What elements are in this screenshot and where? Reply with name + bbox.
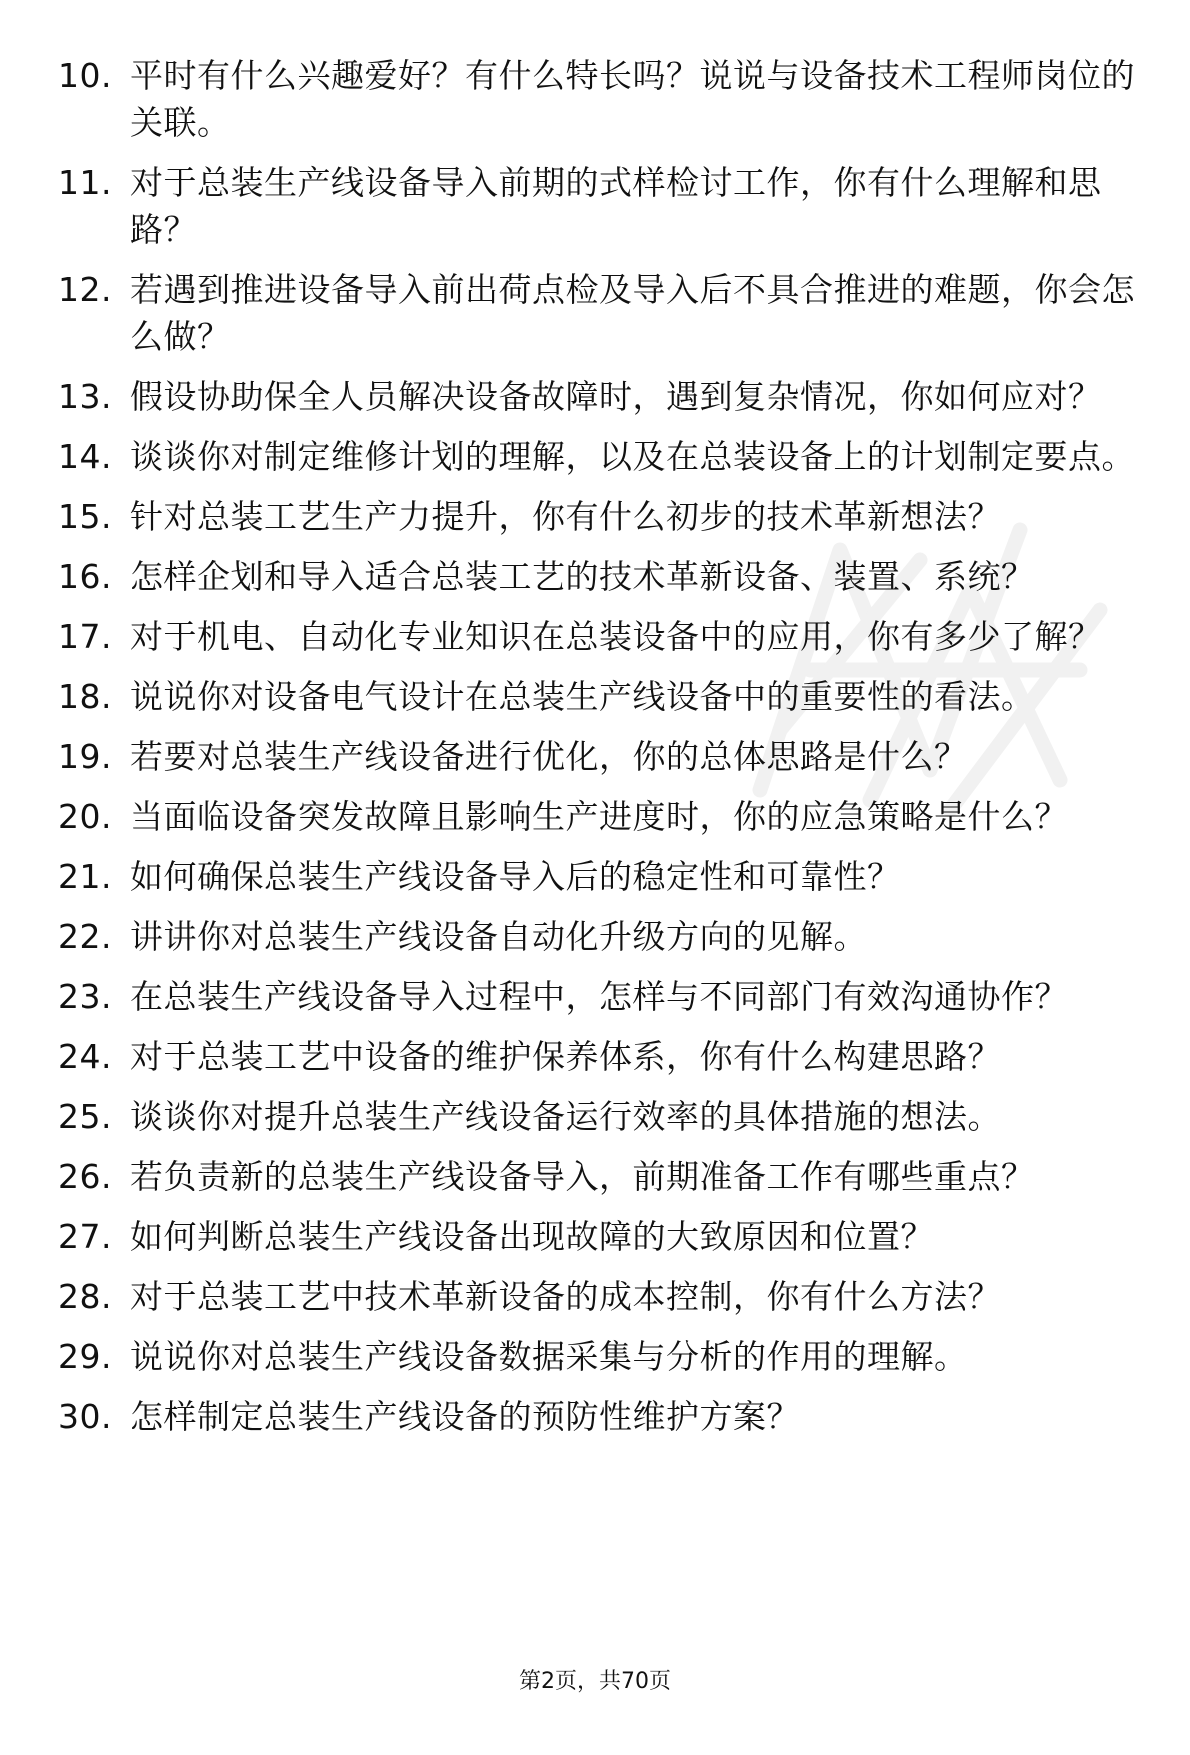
question-number: 20. xyxy=(58,797,112,836)
question-number: 25. xyxy=(58,1097,112,1136)
question-item xyxy=(0,52,1190,146)
question-text: 怎样企划和导入适合总装工艺的技术革新设备、装置、系统？ xyxy=(130,557,1035,596)
question-item xyxy=(0,673,1190,720)
question-text: 若要对总装生产线设备进行优化，你的总体思路是什么？ xyxy=(130,737,968,776)
question-item xyxy=(0,266,1190,360)
question-item xyxy=(0,1093,1190,1140)
question-number: 14. xyxy=(58,437,112,476)
question-item xyxy=(0,1213,1190,1260)
question-number: 21. xyxy=(58,857,112,896)
question-number: 27. xyxy=(58,1217,112,1256)
question-number: 12. xyxy=(58,270,112,309)
question-text: 谈谈你对制定维修计划的理解，以及在总装设备上的计划制定要点。 xyxy=(130,437,1135,476)
question-text: 针对总装工艺生产力提升，你有什么初步的技术革新想法？ xyxy=(130,497,1001,536)
question-item xyxy=(0,159,1190,253)
question-text: 若遇到推进设备导入前出荷点检及导入后不具合推进的难题，你会怎么做？ xyxy=(130,270,1135,356)
question-item xyxy=(0,1333,1190,1380)
question-item xyxy=(0,1393,1190,1440)
question-item xyxy=(0,433,1190,480)
question-item xyxy=(0,493,1190,540)
question-number: 13. xyxy=(58,377,112,416)
question-number: 26. xyxy=(58,1157,112,1196)
question-text: 如何确保总装生产线设备导入后的稳定性和可靠性？ xyxy=(130,857,901,896)
question-text: 若负责新的总装生产线设备导入，前期准备工作有哪些重点？ xyxy=(130,1157,1035,1196)
question-number: 15. xyxy=(58,497,112,536)
question-text: 当面临设备突发故障且影响生产进度时，你的应急策略是什么？ xyxy=(130,797,1068,836)
question-number: 30. xyxy=(58,1397,112,1436)
question-item xyxy=(0,1033,1190,1080)
question-number: 17. xyxy=(58,617,112,656)
question-number: 23. xyxy=(58,977,112,1016)
question-number: 11. xyxy=(58,163,112,202)
question-number: 18. xyxy=(58,677,112,716)
question-text: 在总装生产线设备导入过程中，怎样与不同部门有效沟通协作？ xyxy=(130,977,1068,1016)
question-list xyxy=(0,52,1190,1453)
question-text: 对于总装工艺中设备的维护保养体系，你有什么构建思路？ xyxy=(130,1037,1001,1076)
question-item xyxy=(0,553,1190,600)
question-item xyxy=(0,1153,1190,1200)
question-text: 说说你对总装生产线设备数据采集与分析的作用的理解。 xyxy=(130,1337,968,1376)
question-text: 平时有什么兴趣爱好？有什么特长吗？说说与设备技术工程师岗位的关联。 xyxy=(130,56,1135,142)
question-item xyxy=(0,1273,1190,1320)
question-number: 28. xyxy=(58,1277,112,1316)
question-text: 假设协助保全人员解决设备故障时，遇到复杂情况，你如何应对？ xyxy=(130,377,1102,416)
question-text: 谈谈你对提升总装生产线设备运行效率的具体措施的想法。 xyxy=(130,1097,1001,1136)
question-item xyxy=(0,733,1190,780)
question-item xyxy=(0,793,1190,840)
question-item xyxy=(0,373,1190,420)
question-text: 对于机电、自动化专业知识在总装设备中的应用，你有多少了解？ xyxy=(130,617,1102,656)
question-number: 29. xyxy=(58,1337,112,1376)
question-number: 10. xyxy=(58,56,112,95)
question-text: 如何判断总装生产线设备出现故障的大致原因和位置？ xyxy=(130,1217,934,1256)
question-text: 对于总装工艺中技术革新设备的成本控制，你有什么方法？ xyxy=(130,1277,1001,1316)
question-number: 16. xyxy=(58,557,112,596)
question-number: 24. xyxy=(58,1037,112,1076)
question-item xyxy=(0,853,1190,900)
question-number: 19. xyxy=(58,737,112,776)
question-item xyxy=(0,913,1190,960)
question-text: 对于总装生产线设备导入前期的式样检讨工作，你有什么理解和思路？ xyxy=(130,163,1102,249)
question-text: 讲讲你对总装生产线设备自动化升级方向的见解。 xyxy=(130,917,867,956)
question-text: 说说你对设备电气设计在总装生产线设备中的重要性的看法。 xyxy=(130,677,1035,716)
question-item xyxy=(0,973,1190,1020)
question-item xyxy=(0,613,1190,660)
page-footer: 第2页，共70页 xyxy=(519,1669,671,1694)
question-text: 怎样制定总装生产线设备的预防性维护方案？ xyxy=(130,1397,800,1436)
question-number: 22. xyxy=(58,917,112,956)
